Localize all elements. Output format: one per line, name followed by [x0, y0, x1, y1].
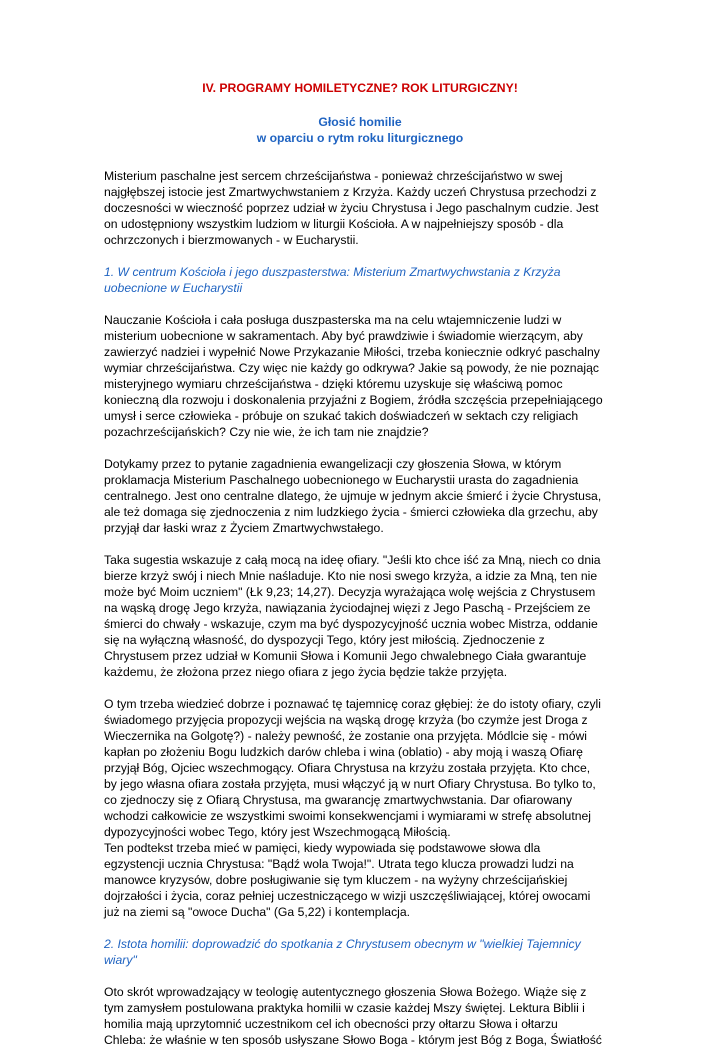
section-1-paragraph-4: O tym trzeba wiedzieć dobrze i poznawać tę tajemnicę coraz głębiej: że do istoty ofiary, czyli świadomego przyjęcia propozycji wejścia na wąską drogę krzyża (bo czymże jest Droga z Wieczernika na Golgotę?) - należy pewność, że zostanie ona przyjęta. Módlcie się - mówi kapłan po złożeniu Bogu ludzkich darów chleba i wina (oblatio) - aby moją i waszą Ofiarę przyjął Bóg, Ojciec wszechmogący. Ofiara Chrystusa na krzyżu została przyjęta. Kto chce, by jego własna ofiara została przyjęta, musi włączyć ją w nurt Ofiary Chrystusa. Bo tylko to, co zjednoczy się z Ofiarą Chrystusa, ma gwarancję zmartwychwstania. Dar ofiarowany wchodzi całkowicie ze wszystkimi swoimi konsekwencjami i wymiarami w strefę absolutnej dypozycyjności wobec Tego, który jest Wszechmogącą Miłością.	[104, 697, 601, 839]
section-1-paragraph-2: Dotykamy przez to pytanie zagadnienia ewangelizacji czy głoszenia Słowa, w którym proklamacja Misterium Paschalnego uobecnionego w Eucharystii urasta do zagadnienia centralnego. Jest ono centralne dlatego, że ujmuje w jednym akcie śmierć i życie Chrystusa, ale też domaga się zjednoczenia z nim ludzkiego życia - śmierci człowieka dla grzechu, aby przyjął dar łaski wraz z Życiem Zmartwychwstałego.	[104, 457, 602, 535]
document-subtitle	[104, 114, 616, 146]
section-1-paragraph-3: Taka sugestia wskazuje z całą mocą na ideę ofiary. "Jeśli kto chce iść za Mną, niech co dnia bierze krzyż swój i niech Mnie naśladuje. Kto nie nosi swego krzyża, a idzie za Mną, ten nie może być Moim uczniem" (Łk 9,23; 14,27). Decyzja wyrażająca wolę wejścia z Chrystusem na wąską drogę Jego krzyża, nawiązania życiodajnej więzi z Jego Paschą - Przejściem ze śmierci do chwały - wskazuje, czym ma być dyspozycyjność ucznia wobec Mistrza, oddanie się na wyłączną własność, do dyspozycji Tego, który jest miłością. Zjednoczenie z Chrystusem przez udział w Komunii Słowa i Komunii Jego chwalebnego Ciała gwarantuje każdemu, że złożona przez niego ofiara z jego życia będzie także przyjęta.	[104, 553, 601, 679]
section-1-paragraph-5: Ten podtekst trzeba mieć w pamięci, kiedy wypowiada się podstawowe słowa dla egzystencji ucznia Chrystusa: "Bądź wola Twoja!". Utrata tego klucza prowadzi ludzi na manowce kryzysów, dobre posługiwanie się tym kluczem - na wyżyny chrześcijańskiej dojrzałości i życia, coraz pełniej uczestniczącego w wizji uszczęśliwiającej, której owocami już na ziemi są "owoce Ducha" (Ga 5,22) i kontemplacja.	[104, 841, 591, 919]
section-1-paragraph-1: Nauczanie Kościoła i cała posługa duszpasterska ma na celu wtajemniczenie ludzi w misterium uobecnione w sakramentach. Aby być prawdziwie i świadomie wierzącym, aby zawierzyć nadziei i wypełnić Nowe Przykazanie Miłości, trzeba koniecznie odkryć paschalny wymiar chrześcijaństwa. Czy więc nie każdy go odkrywa? Jakie są powody, że nie poznając misteryjnego wymiaru chrześcijaństwa - dzięki któremu uzyskuje się właściwą pomoc konieczną dla rozwoju i doskonalenia przyjaźni z Bogiem, źródła szczęścia przepełniającego umysł i serce człowieka - próbuje on szukać takich doświadczeń w sektach czy religiach pozachrześcijańskich? Czy nie wie, że ich tam nie znajdzie?	[104, 313, 603, 439]
document-page	[104, 80, 616, 1064]
document-title: IV. PROGRAMY HOMILETYCZNE? ROK LITURGICZNY!	[202, 81, 518, 95]
intro-paragraph: Misterium paschalne jest sercem chrześcijaństwa - ponieważ chrześcijaństwo w swej najgłębszej istocie jest Zmartwychwstaniem z Krzyża. Każdy uczeń Chrystusa przechodzi z doczesności w wieczność poprzez udział w życiu Chrystusa i Jego paschalnym cudzie. Jest on udostępniony wszystkim ludziom w liturgii Kościoła. A w najpełniejszy sposób - dla ochrzczonych i bierzmowanych - w Eucharystii.	[104, 169, 599, 247]
subtitle-line-1: Głosić homilie	[318, 115, 402, 129]
section-2-heading: 2. Istota homilii: doprowadzić do spotkania z Chrystusem obecnym w "wielkiej Tajemnicy wiary"	[104, 937, 581, 967]
section-1-heading: 1. W centrum Kościoła i jego duszpasterstwa: Misterium Zmartwychwstania z Krzyża uobecnione w Eucharystii	[104, 265, 561, 295]
section-2-paragraph-1: Oto skrót wprowadzający w teologię autentycznego głoszenia Słowa Bożego. Wiąże się z tym zamysłem postulowana praktyka homilii w czasie każdej Mszy świętej. Lektura Biblii i homilia mają uprzytomnić uczestnikom cel ich obecności przy ołtarzu Słowa i ołtarzu Chleba: że właśnie w ten sposób usłyszane Słowo Boga - którym jest Bóg z Boga, Światłość	[104, 985, 602, 1047]
subtitle-line-2: w oparciu o rytm roku liturgicznego	[256, 131, 464, 145]
